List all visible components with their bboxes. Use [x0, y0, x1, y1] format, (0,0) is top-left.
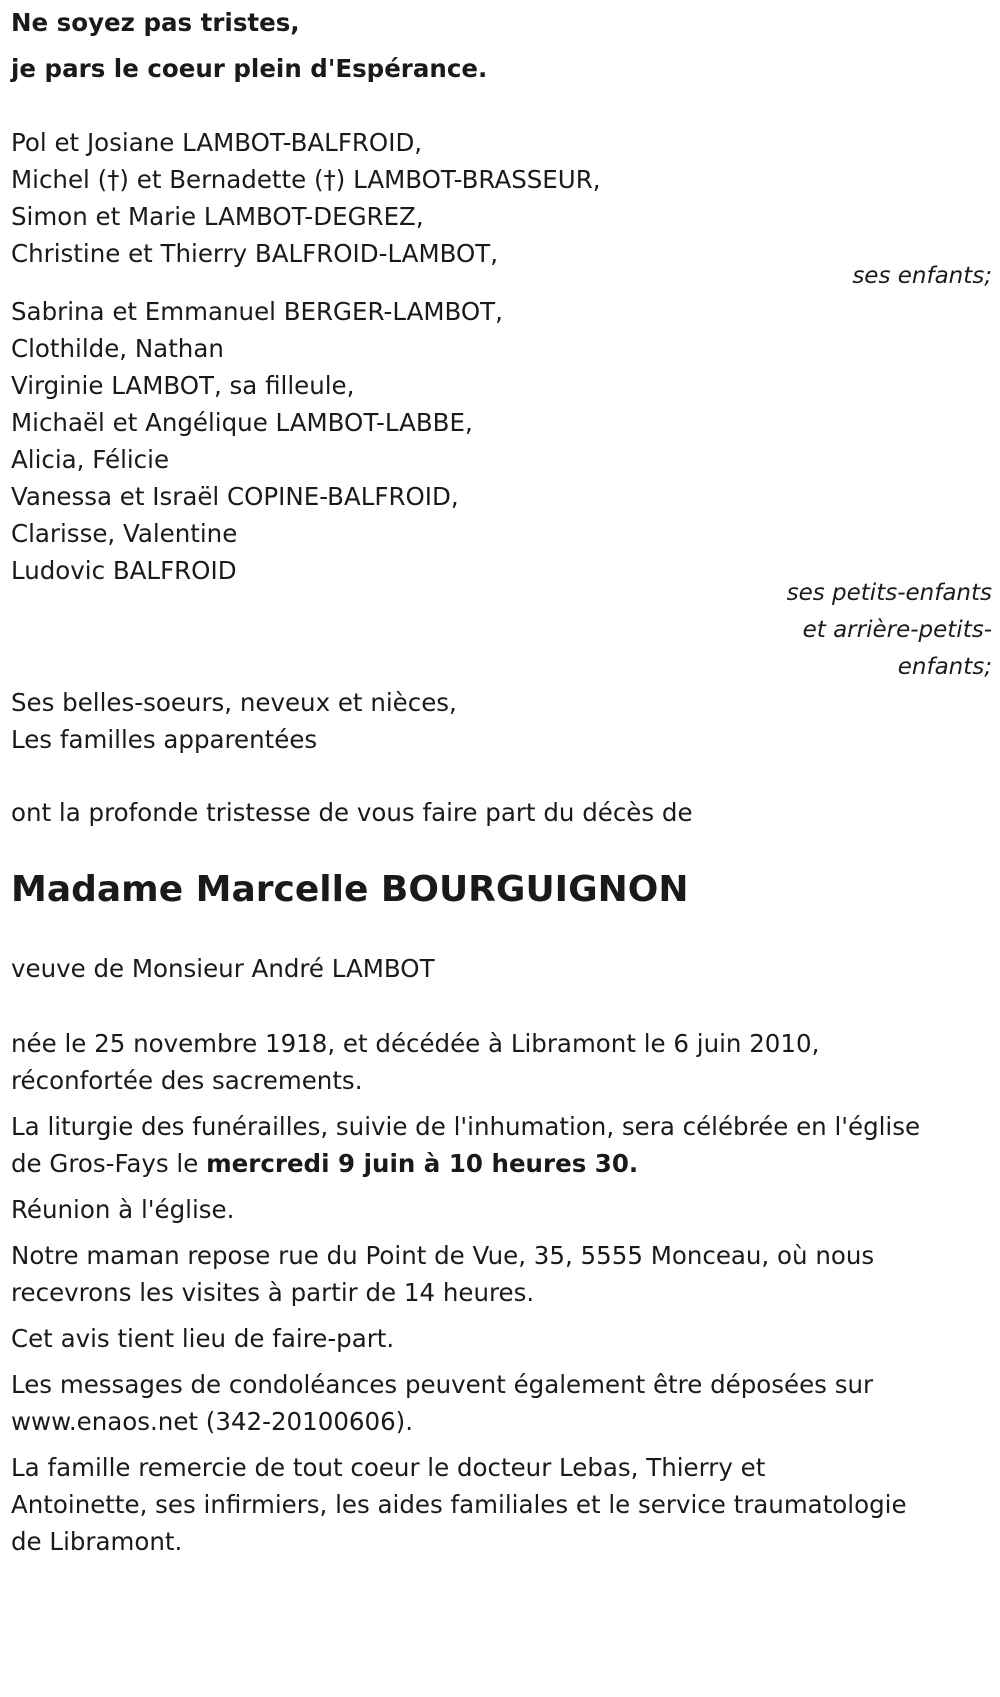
grandchildren-label-line-2: et arrière-petits- — [802, 617, 992, 643]
thanks-line-1: La famille remercie de tout coeur le docteur Lebas, Thierry et — [11, 1453, 766, 1482]
rest-line-1: Notre maman repose rue du Point de Vue, 35, 5555 Monceau, où nous — [11, 1241, 875, 1270]
birth-death-line-1: née le 25 novembre 1918, et décédée à Libramont le 6 juin 2010, — [11, 1029, 820, 1058]
child-name: Michel (†) et Bernadette (†) LAMBOT-BRASSEUR, — [11, 165, 601, 194]
grandchild-name: Ludovic BALFROID — [11, 556, 237, 585]
child-name: Christine et Thierry BALFROID-LAMBOT, — [11, 239, 498, 268]
birth-death-line-2: réconfortée des sacrements. — [11, 1066, 363, 1095]
announcement-text: ont la profonde tristesse de vous faire part du décès de — [11, 798, 693, 827]
liturgy-date: mercredi 9 juin à 10 heures 30. — [206, 1149, 639, 1178]
grandchild-name: Clarisse, Valentine — [11, 519, 238, 548]
children-label: ses enfants; — [852, 263, 992, 289]
thanks-line-2: Antoinette, ses infirmiers, les aides familiales et le service traumatologie — [11, 1490, 907, 1519]
grandchildren-label-line-3: enfants; — [897, 654, 992, 680]
thanks-line-3: de Libramont. — [11, 1527, 183, 1556]
meeting-line: Réunion à l'église. — [11, 1195, 235, 1224]
condolences-line-1: Les messages de condoléances peuvent également être déposées sur — [11, 1370, 874, 1399]
motto-line-1: Ne soyez pas tristes, — [11, 8, 300, 37]
grandchild-name: Vanessa et Israël COPINE-BALFROID, — [11, 482, 459, 511]
grandchild-name: Alicia, Félicie — [11, 445, 170, 474]
child-name: Pol et Josiane LAMBOT-BALFROID, — [11, 128, 423, 157]
motto-line-2: je pars le coeur plein d'Espérance. — [11, 54, 488, 83]
liturgy-line-2 — [11, 1145, 996, 1182]
condolences-line-2: www.enaos.net (342-20100606). — [11, 1407, 414, 1436]
liturgy-prefix: de Gros-Fays le — [11, 1149, 207, 1178]
deceased-name: Madame Marcelle BOURGUIGNON — [11, 869, 689, 910]
child-name: Simon et Marie LAMBOT-DEGREZ, — [11, 202, 424, 231]
grandchild-name: Michaël et Angélique LAMBOT-LABBE, — [11, 408, 473, 437]
liturgy-line-1: La liturgie des funérailles, suivie de l'inhumation, sera célébrée en l'église — [11, 1112, 921, 1141]
grandchild-name: Clothilde, Nathan — [11, 334, 224, 363]
grandchild-name: Virginie LAMBOT, sa filleule, — [11, 371, 355, 400]
grandchildren-label-line-1: ses petits-enfants — [786, 580, 992, 606]
grandchild-name: Sabrina et Emmanuel BERGER-LAMBOT, — [11, 297, 503, 326]
rest-line-2: recevrons les visites à partir de 14 heures. — [11, 1278, 535, 1307]
relatives-line-1: Ses belles-soeurs, neveux et nièces, — [11, 688, 457, 717]
relatives-line-2: Les familles apparentées — [11, 725, 318, 754]
notice-line: Cet avis tient lieu de faire-part. — [11, 1324, 395, 1353]
widow-of: veuve de Monsieur André LAMBOT — [11, 954, 435, 983]
